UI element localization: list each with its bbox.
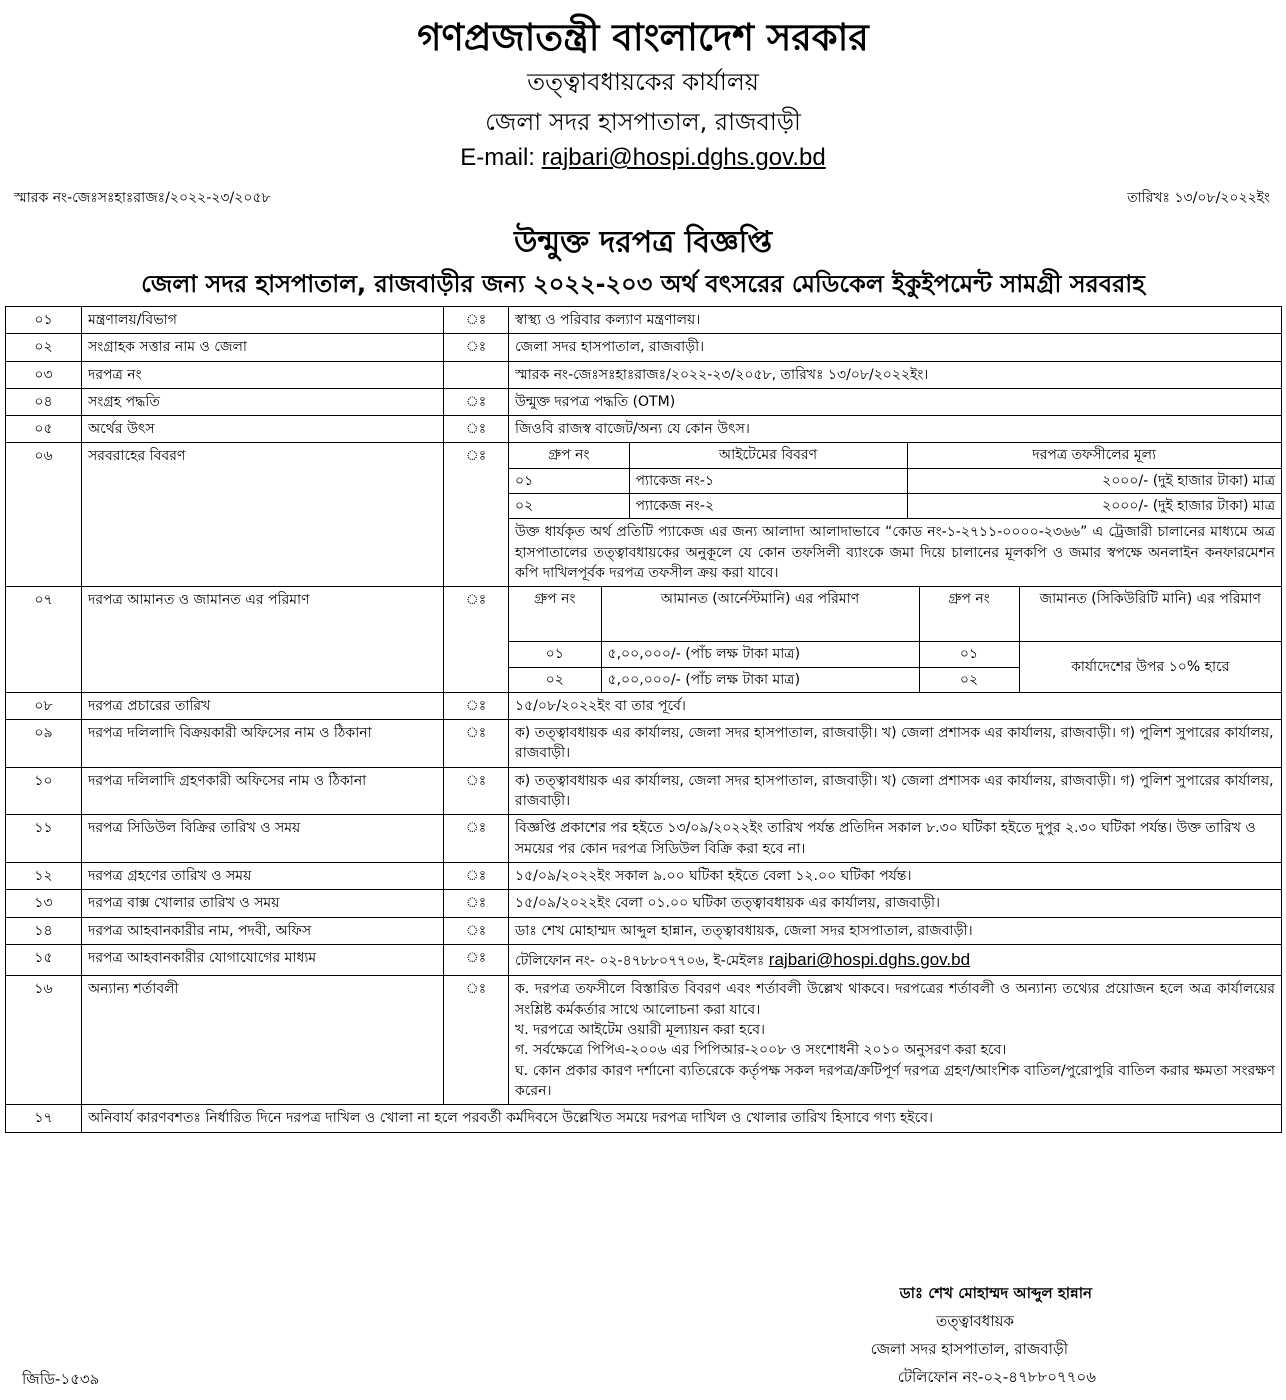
row-label: দরপত্র নং (82, 361, 444, 388)
table-row (6, 361, 1282, 388)
security-details-cell (509, 587, 1282, 693)
group-number: ০১ (509, 468, 629, 493)
row-label: সরবরাহের বিবরণ (82, 443, 444, 587)
group-number: ০১ (509, 642, 601, 667)
earnest-amount: ৫,০০,০০০/- (পাঁচ লক্ষ টাকা মাত্র) (601, 642, 919, 667)
row-colon: ঃ (444, 720, 509, 768)
col-header-group: গ্রুপ নং (509, 587, 601, 642)
row-number: ১০ (6, 767, 82, 815)
supply-details-table (509, 443, 1281, 519)
row-colon: ঃ (444, 388, 509, 415)
gd-number: জিডি-১৫৩৯ (22, 1370, 100, 1388)
col-header-group: গ্রুপ নং (509, 443, 629, 468)
row-label: দরপত্র আহবানকারীর যোগাযোগের মাধ্যম (82, 944, 444, 976)
table-row (6, 587, 1282, 693)
row-label: দরপত্র দলিলাদি বিক্রয়কারী অফিসের নাম ও ঠিকানা (82, 720, 444, 768)
row-number: ১২ (6, 862, 82, 889)
table-row (6, 890, 1282, 917)
table-row (509, 468, 1281, 493)
row-number: ০৮ (6, 692, 82, 719)
notice-subtitle: জেলা সদর হাসপাতাল, রাজবাড়ীর জন্য ২০২২-২০৩ অর্থ বৎসরের মেডিকেল ইকুইপমেন্ট সামগ্রী সরবরাহ (141, 270, 1145, 298)
row-value: ক) তত্ত্বাবধায়ক এর কার্যালয়, জেলা সদর হাসপাতাল, রাজবাড়ী। খ) জেলা প্রশাসক এর কার্যালয়, রাজবাড়ী। গ) পুলিশ সুপারের কার্যালয়, রাজবাড়ী। (509, 720, 1282, 768)
email-line (0, 144, 1286, 172)
table-row (6, 307, 1282, 334)
row-value: স্বাস্থ্য ও পরিবার কল্যাণ মন্ত্রণালয়। (509, 307, 1282, 334)
row-number: ০১ (6, 307, 82, 334)
col-header-price: দরপত্র তফসীলের মূল্য (907, 443, 1281, 468)
row-value (509, 944, 1282, 976)
row-value: জিওবি রাজস্ব বাজেট/অন্য যে কোন উৎস। (509, 416, 1282, 443)
row-colon: ঃ (444, 862, 509, 889)
row-colon: ঃ (444, 443, 509, 587)
col-header-item: আইটেমের বিবরণ (629, 443, 907, 468)
row-value: ১৫/০৯/২০২২ইং বেলা ০১.০০ ঘটিকা তত্ত্বাবধায়ক এর কার্যালয়, রাজবাড়ী। (509, 890, 1282, 917)
notice-title: উন্মুক্ত দরপত্র বিজ্ঞপ্তি (513, 225, 772, 260)
row-label: অর্থের উৎস (82, 416, 444, 443)
condition-kha: খ. দরপত্রে আইটেম ওয়ারী মূল্যায়ন করা হবে। (515, 1022, 766, 1039)
col-header-security: জামানত (সিকিউরিটি মানি) এর পরিমাণ (1019, 587, 1281, 642)
row-label: দরপত্র বাক্স খোলার তারিখ ও সময় (82, 890, 444, 917)
row-colon: ঃ (444, 890, 509, 917)
table-row (6, 862, 1282, 889)
row-number: ১৬ (6, 976, 82, 1105)
row-colon: ঃ (444, 334, 509, 361)
condition-gha: ঘ. কোন প্রকার কারণ দর্শানো ব্যতিরেকে কর্তৃপক্ষ সকল দরপত্র/ক্রটিপূর্ণ দরপত্র গ্রহণ/আংশিক বাতিল/পুরোপুরি বাতিল করার ক্ষমতা সংরক্ষণ করেন। (515, 1062, 1275, 1099)
row-value: ১৫/০৯/২০২২ইং সকাল ৯.০০ ঘটিকা হইতে বেলা ১২.০০ ঘটিকা পর্যন্ত। (509, 862, 1282, 889)
security-details-table (509, 587, 1281, 692)
row-colon: ঃ (444, 416, 509, 443)
hospital-heading: জেলা সদর হাসপাতাল, রাজবাড়ী (485, 108, 801, 136)
row-number: ১৩ (6, 890, 82, 917)
row-colon: ঃ (444, 587, 509, 693)
row-colon: ঃ (444, 944, 509, 976)
row-label: দরপত্র আহবানকারীর নাম, পদবী, অফিস (82, 917, 444, 944)
row-colon: ঃ (444, 767, 509, 815)
row-value: ক) তত্ত্বাবধায়ক এর কার্যালয়, জেলা সদর হাসপাতাল, রাজবাড়ী। খ) জেলা প্রশাসক এর কার্যালয়, রাজবাড়ী। গ) পুলিশ সুপারের কার্যালয়, রাজবাড়ী। (509, 767, 1282, 815)
signatory-name: ডাঃ শেখ মোহাম্মদ আব্দুল হান্নান (899, 1284, 1092, 1302)
memo-number: স্মারক নং-জেঃসঃহাঃরাজঃ/২০২২-২৩/২০৫৮ (14, 190, 271, 206)
conditions-cell (509, 976, 1282, 1105)
group-number-2: ০১ (919, 642, 1019, 667)
table-row (6, 720, 1282, 768)
row-label: দরপত্র গ্রহণের তারিখ ও সময় (82, 862, 444, 889)
payment-note: উক্ত ধার্যকৃত অর্থ প্রতিটি প্যাকেজ এর জন্য আলাদা আলাদাভাবে “কোড নং-১-২৭১১-০০০০-২৩৬৬” এ ট্রেজারী চালানের মাধ্যমে অত্র হাসপাতালের তত্ত্বাবধায়কের অনুকূলে যে কোন তফসিলী ব্যাংকে জমা দিয়ে চালানের মূলকপি ও জমার স্বপক্ষে অনলাইন কনফারমেশন কপি দাখিলপূর্বক দরপত্র তফসীল ক্রয় করা যাবে। (515, 524, 1275, 581)
row-colon: ঃ (444, 307, 509, 334)
table-row (509, 443, 1281, 468)
row-label: সংগ্রহ পদ্ধতি (82, 388, 444, 415)
email-link[interactable]: rajbari@hospi.dghs.gov.bd (541, 144, 826, 171)
row-value: ডাঃ শেখ মোহাম্মদ আব্দুল হান্নান, তত্ত্বাবধায়ক, জেলা সদর হাসপাতাল, রাজবাড়ী। (509, 917, 1282, 944)
row-label: সংগ্রাহক সত্তার নাম ও জেলা (82, 334, 444, 361)
row-number: ০৪ (6, 388, 82, 415)
table-row (509, 494, 1281, 519)
security-amount: কার্যাদেশের উপর ১০% হারে (1019, 642, 1281, 692)
contact-text: টেলিফোন নং- ০২-৪৭৮৮০৭৭০৬, ই-মেইলঃ (515, 952, 769, 969)
row-colon: ঃ (444, 692, 509, 719)
memo-date: তারিখঃ ১৩/০৮/২০২২ইং (1127, 190, 1270, 206)
table-row (6, 692, 1282, 719)
group-number: ০২ (509, 667, 601, 692)
table-row (6, 443, 1282, 587)
row-number: ০৯ (6, 720, 82, 768)
contact-email-link[interactable]: rajbari@hospi.dghs.gov.bd (768, 949, 971, 969)
signatory-phone: টেলিফোন নং-০২-৪৭৮৮০৭৭০৬ (897, 1368, 1096, 1386)
table-row (509, 587, 1281, 642)
office-heading: তত্ত্বাবধায়কের কার্যালয় (527, 68, 759, 96)
row-number: ০২ (6, 334, 82, 361)
signatory-designation: তত্ত্বাবধায়ক (936, 1312, 1014, 1330)
item-description: প্যাকেজ নং-২ (629, 494, 907, 519)
row-number: ১৪ (6, 917, 82, 944)
row-label: দরপত্র প্রচারের তারিখ (82, 692, 444, 719)
row-number: ১৫ (6, 944, 82, 976)
schedule-price: ২০০০/- (দুই হাজার টাকা) মাত্র (907, 468, 1281, 493)
group-number-2: ০২ (919, 667, 1019, 692)
tender-details-table (5, 306, 1282, 1133)
condition-ga: গ. সর্বক্ষেত্রে পিপিএ-২০০৬ এর পিপিআর-২০০৮ ও সংশোধনী ২০১০ অনুসরণ করা হবে। (515, 1042, 1007, 1059)
table-row (6, 416, 1282, 443)
row-label: দরপত্র সিডিউল বিক্রির তারিখ ও সময় (82, 815, 444, 863)
table-row (509, 642, 1281, 667)
row-number: ০৫ (6, 416, 82, 443)
row-value: স্মারক নং-জেঃসঃহাঃরাজঃ/২০২২-২৩/২০৫৮, তারিখঃ ১৩/০৮/২০২২ইং। (509, 361, 1282, 388)
condition-ka: ক. দরপত্র তফসীলে বিস্তারিত বিবরণ এবং শর্তাবলী উল্লেখ থাকবে। দরপত্রের শর্তাবলী ও অন্যান্য তথ্যের প্রয়োজন হলে অত্র কার্যালয়ের সংশ্লিষ্ট কর্মকর্তার সাথে আলোচনা করা যাবে। (515, 981, 1275, 1018)
government-heading: গণপ্রজাতন্ত্রী বাংলাদেশ সরকার (417, 16, 869, 59)
table-row (6, 388, 1282, 415)
row-number: ১১ (6, 815, 82, 863)
table-row (6, 767, 1282, 815)
item-description: প্যাকেজ নং-১ (629, 468, 907, 493)
table-row (6, 334, 1282, 361)
row-number: ০৭ (6, 587, 82, 693)
row-value: জেলা সদর হাসপাতাল, রাজবাড়ী। (509, 334, 1282, 361)
row-number: ০৬ (6, 443, 82, 587)
row-value: উন্মুক্ত দরপত্র পদ্ধতি (OTM) (509, 388, 1282, 415)
table-row (6, 1105, 1282, 1132)
col-header-earnest: আমানত (আর্নেস্টমানি) এর পরিমাণ (601, 587, 919, 642)
row-colon: ঃ (444, 815, 509, 863)
group-number: ০২ (509, 494, 629, 519)
table-row (6, 944, 1282, 976)
schedule-price: ২০০০/- (দুই হাজার টাকা) মাত্র (907, 494, 1281, 519)
row-number: ০৩ (6, 361, 82, 388)
earnest-amount: ৫,০০,০০০/- (পাঁচ লক্ষ টাকা মাত্র) (601, 667, 919, 692)
row-value: বিজ্ঞপ্তি প্রকাশের পর হইতে ১৩/০৯/২০২২ইং তারিখ পর্যন্ত প্রতিদিন সকাল ৮.৩০ ঘটিকা হইতে দুপুর ২.৩০ ঘটিকা পর্যন্ত। উক্ত তারিখ ও সময়ের পর কোন দরপত্র সিডিউল বিক্রি করা হবে না। (509, 815, 1282, 863)
row-number: ১৭ (6, 1105, 82, 1132)
email-label: E-mail: (460, 144, 542, 171)
table-row (6, 917, 1282, 944)
table-row (6, 815, 1282, 863)
supply-details-cell (509, 443, 1282, 587)
col-header-group-2: গ্রুপ নং (919, 587, 1019, 642)
table-row (6, 976, 1282, 1105)
row-colon: ঃ (444, 976, 509, 1105)
row-colon (444, 361, 509, 388)
row-label: অন্যান্য শর্তাবলী (82, 976, 444, 1105)
row-label: দরপত্র আমানত ও জামানত এর পরিমাণ (82, 587, 444, 693)
row-value: ১৫/০৮/২০২২ইং বা তার পূর্বে। (509, 692, 1282, 719)
row-label: দরপত্র দলিলাদি গ্রহণকারী অফিসের নাম ও ঠিকানা (82, 767, 444, 815)
signatory-office: জেলা সদর হাসপাতাল, রাজবাড়ী (870, 1340, 1068, 1358)
row-colon: ঃ (444, 917, 509, 944)
final-clause: অনিবার্য কারণবশতঃ নির্ধারিত দিনে দরপত্র দাখিল ও খোলা না হলে পরবর্তী কর্মদিবসে উল্লেখিত সময়ে দরপত্র দাখিল ও খোলার তারিখ হিসাবে গণ্য হইবে। (82, 1105, 1282, 1132)
row-label: মন্ত্রণালয়/বিভাগ (82, 307, 444, 334)
